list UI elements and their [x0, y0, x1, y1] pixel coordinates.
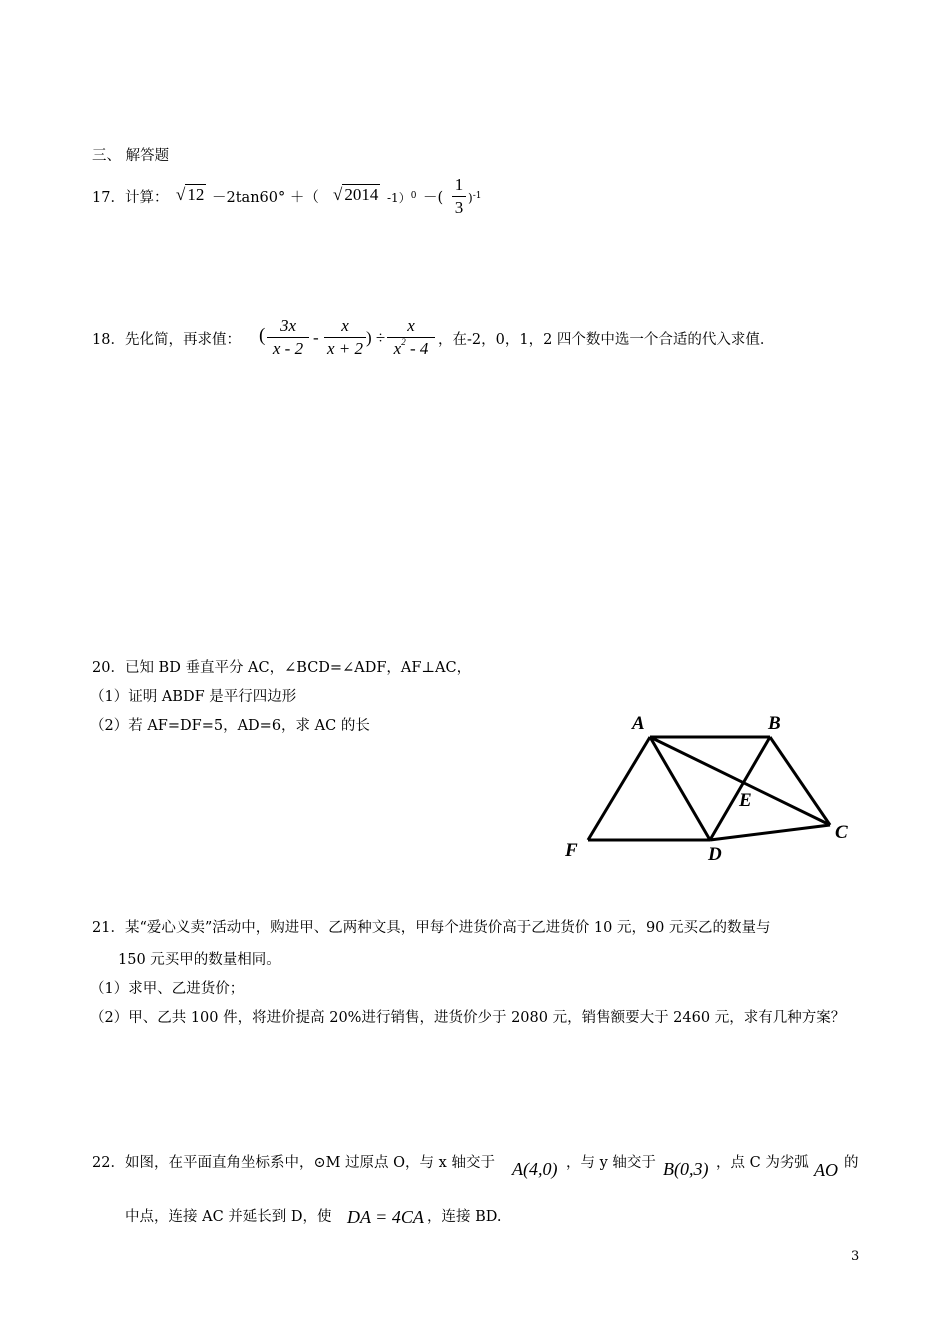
- q22-arc-ao: AO: [814, 1160, 838, 1180]
- page-number: 3: [851, 1249, 860, 1264]
- q20-geometry-figure: [550, 700, 870, 875]
- q17-fraction: 1 3: [452, 175, 466, 218]
- segment-bd: [710, 737, 770, 840]
- q18-fraction-2: x x + 2: [324, 316, 366, 359]
- q21-line2: 150 元买甲的数量相同。: [118, 952, 281, 968]
- q17-part3: －(: [423, 190, 444, 206]
- label-e: E: [739, 790, 752, 811]
- q18-prefix: 18．先化简，再求值：: [92, 332, 241, 348]
- q22-point-a: A(4,0): [512, 1159, 558, 1179]
- q17-sqrt-2014: √ 2014: [333, 185, 379, 204]
- q22-point-b: B(0,3): [663, 1159, 709, 1179]
- q22-line2-a: 中点，连接 AC 并延长到 D，使: [125, 1209, 332, 1225]
- q17-part2: -1）$^0$: [387, 191, 417, 205]
- q18-fraction-1: 3x x - 2: [267, 316, 309, 359]
- label-c: C: [835, 822, 848, 843]
- q20-line1: 20．已知 BD 垂直平分 AC，∠BCD=∠ADF，AF⊥AC，: [92, 660, 472, 676]
- q22-part3: ，点 C 为劣弧: [716, 1155, 809, 1171]
- label-a: A: [632, 713, 645, 734]
- q17-prefix: 17．计算：: [92, 190, 169, 206]
- q22-part4: 的: [844, 1155, 859, 1171]
- q18-suffix: ，在-2，0，1，2 四个数中选一个合适的代入求值．: [438, 332, 775, 348]
- q17-part4: )$^{-1}$: [468, 191, 482, 205]
- radical-sign-icon: √: [176, 185, 186, 204]
- q18-fraction-3: x $x^2 - 4$: [387, 316, 435, 359]
- q22-equation: DA = 4CA: [347, 1207, 424, 1227]
- q22-part2: ，与 y 轴交于: [566, 1155, 656, 1171]
- q20-line2: （1）证明 ABDF 是平行四边形: [90, 689, 297, 705]
- label-f: F: [565, 840, 578, 861]
- radical-sign-icon: √: [333, 185, 343, 204]
- q17-part1: －2tan60° ＋（: [212, 190, 319, 206]
- q21-line4: （2）甲、乙共 100 件，将进价提高 20%进行销售，进货价少于 2080 元，销售额要大于 2460 元，求有几种方案？: [90, 1010, 846, 1026]
- label-d: D: [708, 844, 722, 865]
- q21-line3: （1）求甲、乙进货价；: [90, 981, 245, 997]
- q17-sqrt-12: √ 12: [176, 185, 205, 204]
- q21-line1: 21．某“爱心义卖”活动中，购进甲、乙两种文具，甲每个进货价高于乙进货价 10 元，90 元买乙的数量与: [92, 920, 771, 936]
- q22-part1: 22．如图，在平面直角坐标系中，⊙M 过原点 O，与 x 轴交于: [92, 1155, 495, 1171]
- q20-line3: （2）若 AF=DF=5，AD=6，求 AC 的长: [90, 718, 370, 734]
- q18-minus: -: [313, 328, 319, 347]
- q22-line2-b: ，连接 BD.: [427, 1209, 502, 1225]
- section-title: 三、 解答题: [92, 148, 170, 164]
- q18-divide: ) ÷: [366, 328, 386, 347]
- segment-af: [588, 737, 650, 840]
- q18-open-paren: (: [259, 325, 266, 346]
- label-b: B: [768, 713, 781, 734]
- segment-dc: [710, 825, 830, 840]
